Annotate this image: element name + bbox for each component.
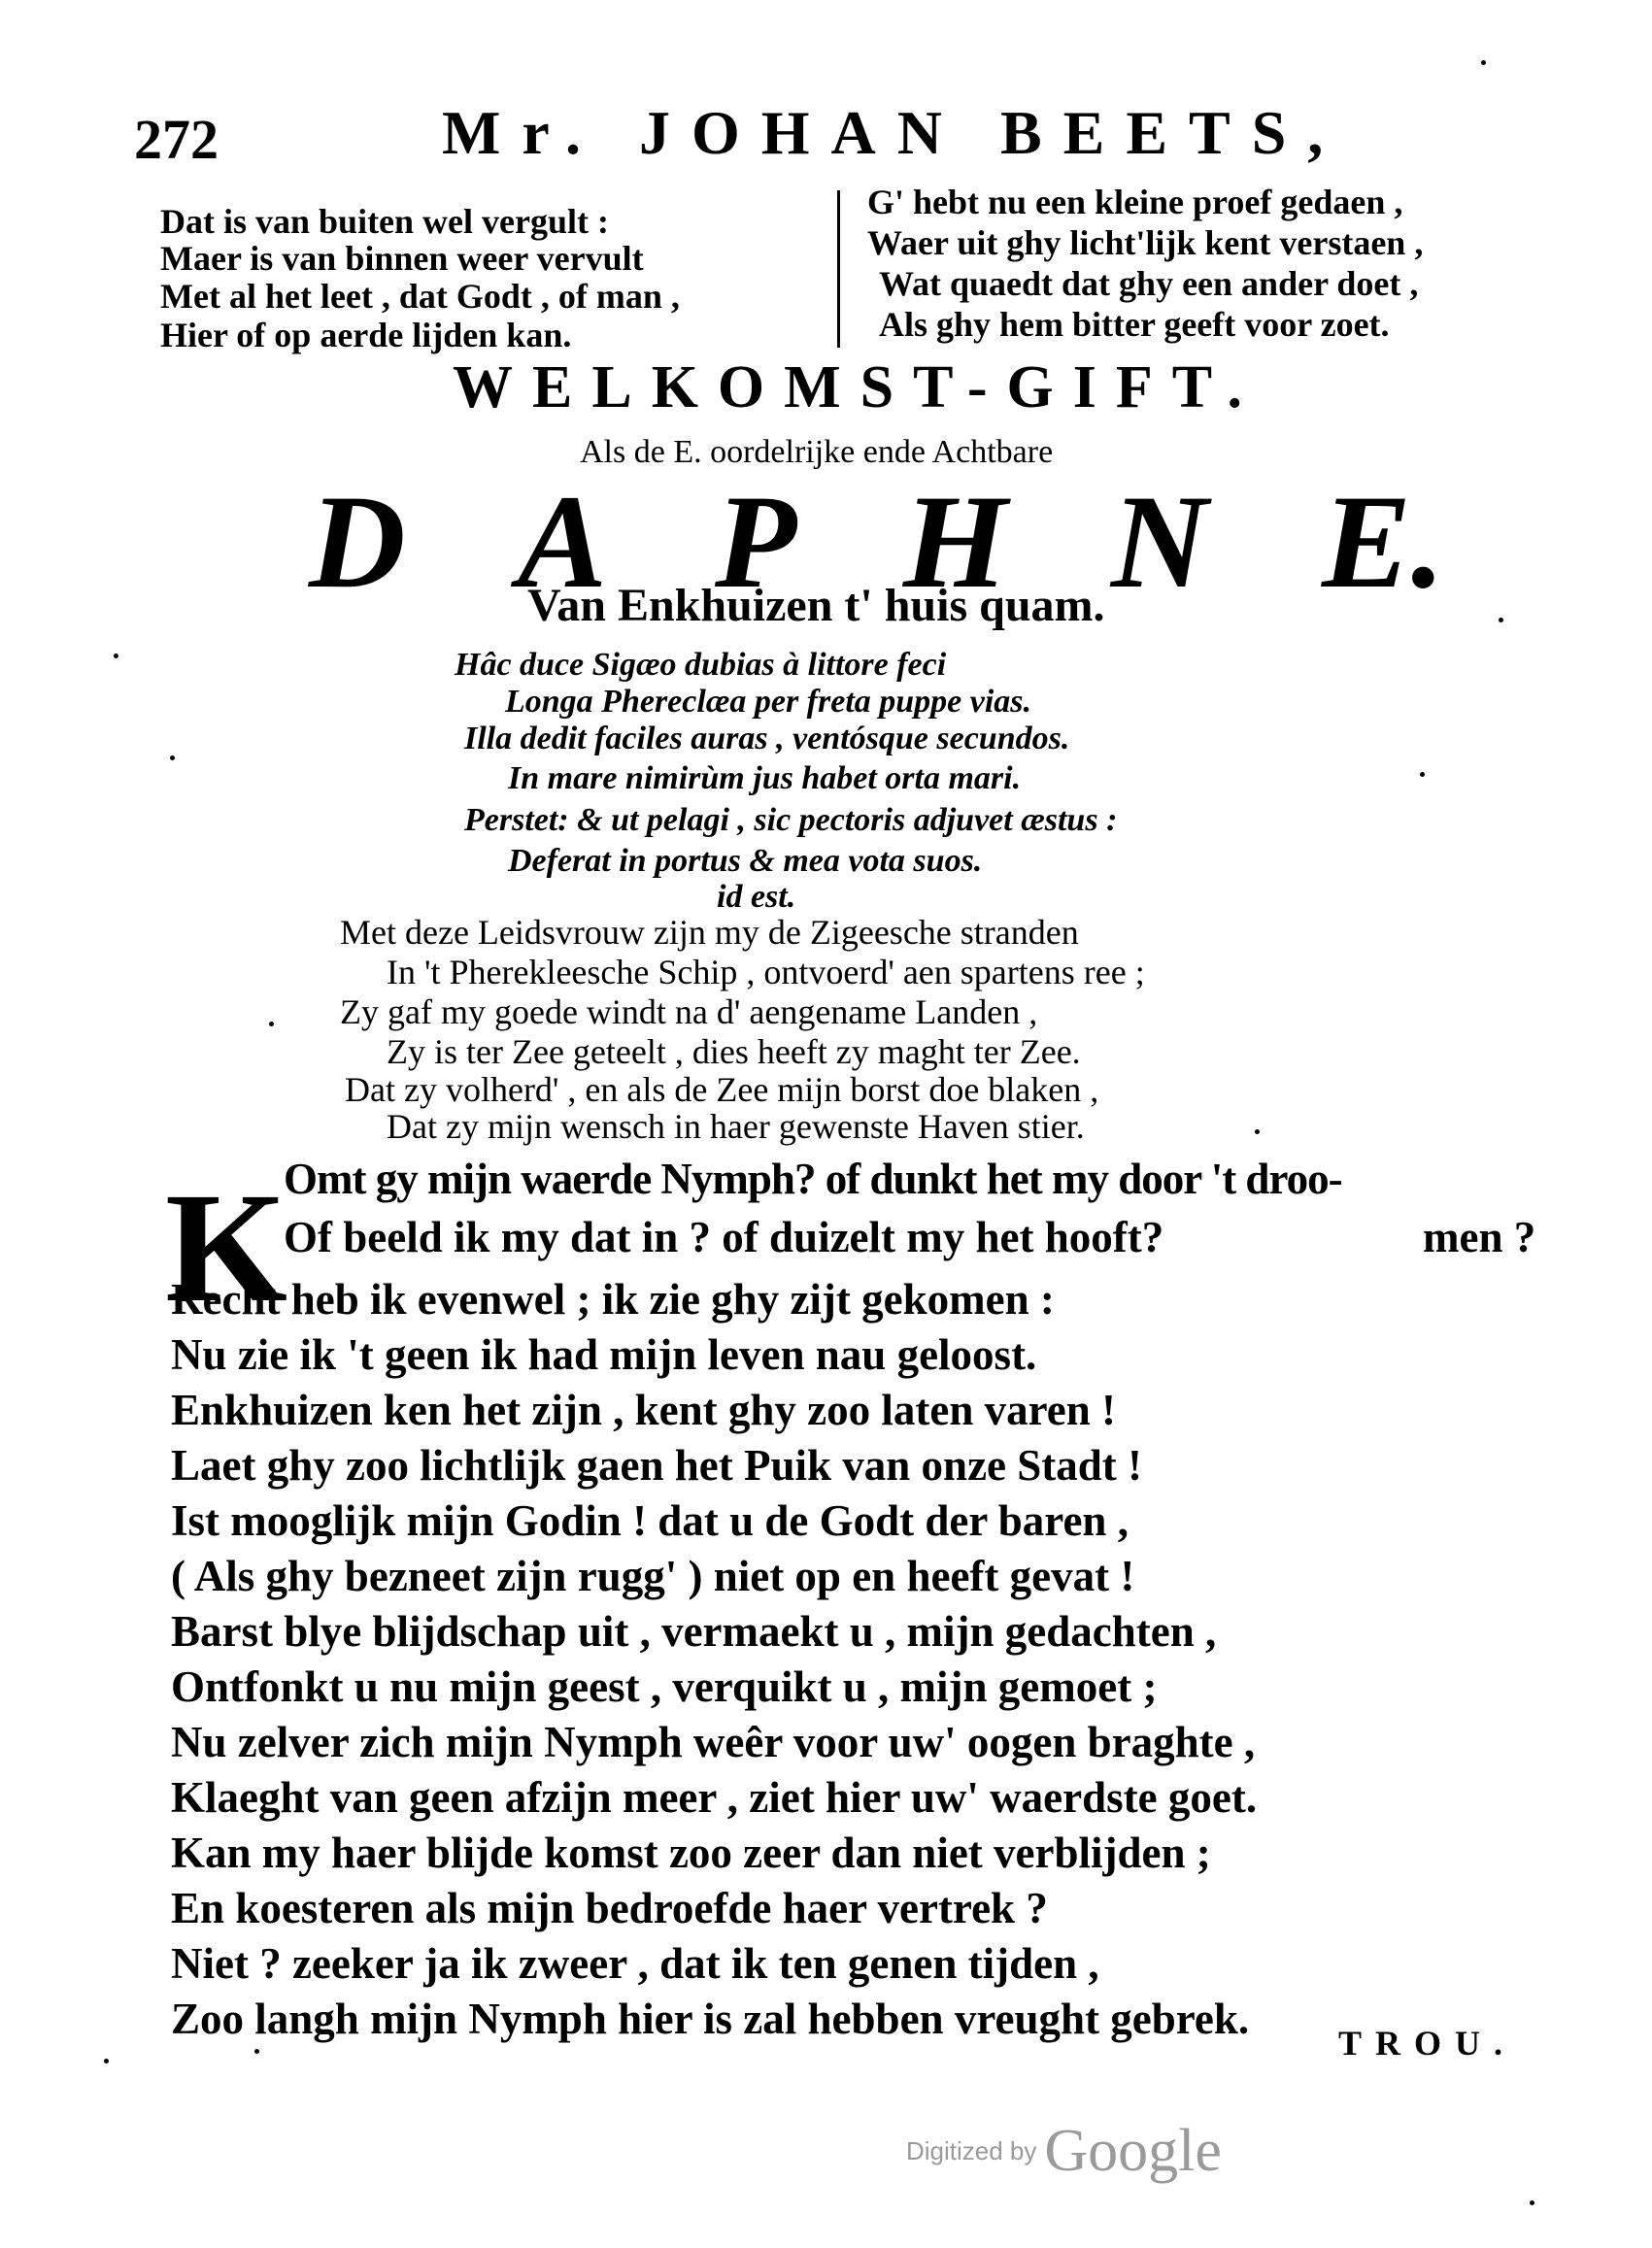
stanza-left-line: Dat is van buiten wel vergult : xyxy=(160,202,609,241)
stanza-right-line: Wat quaedt dat ghy een ander doet , xyxy=(879,264,1419,303)
occasion-line: Van Enkhuizen t' huis quam. xyxy=(527,580,1105,631)
latin-line: Longa Phereclæa per freta puppe vias. xyxy=(505,684,1032,720)
poem-line: Of beeld ik my dat in ? of duizelt my het hooft? xyxy=(284,1213,1164,1261)
name-letter: E. xyxy=(1322,467,1445,616)
latin-line: In mare nimirùm jus habet orta mari. xyxy=(508,760,1022,796)
section-title: WELKOMST-GIFT. xyxy=(453,354,1262,420)
column-divider xyxy=(837,190,840,348)
poem-line: Enkhuizen ken het zijn , kent ghy zoo laten varen ! xyxy=(171,1386,1116,1434)
scan-speck xyxy=(1481,60,1486,65)
poem-line: Klaeght van geen afzijn meer , ziet hier uw' waerdste goet. xyxy=(171,1773,1258,1822)
poem-line-turnover: men ? xyxy=(1423,1213,1536,1261)
stanza-left-line: Met al het leet , dat Godt , of man , xyxy=(160,277,680,316)
scan-speck xyxy=(1255,1129,1260,1134)
stanza-right-line: Waer uit ghy licht'lijk kent verstaen , xyxy=(867,223,1424,262)
latin-line: Hâc duce Sigæo dubias à littore feci xyxy=(455,647,947,683)
page-number: 272 xyxy=(134,108,219,171)
google-logo: Google xyxy=(1044,2118,1222,2184)
scan-speck xyxy=(170,755,175,760)
poem-line: Nu zelver zich mijn Nymph weêr voor uw' oogen braghte , xyxy=(171,1718,1256,1766)
name-letter: H xyxy=(903,467,1008,616)
scan-speck xyxy=(254,2049,259,2054)
translation-line: Met deze Leidsvrouw zijn my de Zigeesche stranden xyxy=(340,913,1079,952)
name-letter: D xyxy=(309,467,406,616)
id-est: id est. xyxy=(717,879,796,915)
scan-speck xyxy=(104,2059,109,2063)
drop-cap: K xyxy=(165,1161,288,1335)
scan-speck xyxy=(269,1022,274,1026)
translation-line: Zy is ter Zee geteelt , dies heeft zy maght ter Zee. xyxy=(387,1032,1081,1071)
poem-line: ( Als ghy bezneet zijn rugg' ) niet op en heeft gevat ! xyxy=(171,1552,1135,1600)
scan-speck xyxy=(1530,2200,1534,2205)
scan-speck xyxy=(114,654,118,658)
translation-line: Dat zy mijn wensch in haer gewenste Haven stier. xyxy=(387,1107,1085,1146)
poem-line: Omt gy mijn waerde Nymph? of dunkt het my door 't droo- xyxy=(284,1155,1342,1203)
running-head: Mr. JOHAN BEETS, xyxy=(442,98,1345,167)
scan-speck xyxy=(1499,618,1503,622)
poem-line: En koesteren als mijn bedroefde haer vertrek ? xyxy=(171,1884,1048,1932)
poem-line: Zoo langh mijn Nymph hier is zal hebben vreught gebrek. xyxy=(171,1995,1250,2043)
name-letter: P xyxy=(715,467,797,616)
poem-line: Ontfonkt u nu mijn geest , verquikt u , mijn gemoet ; xyxy=(171,1662,1158,1711)
poem-line: Barst blye blijdschap uit , vermaekt u , mijn gedachten , xyxy=(171,1607,1217,1656)
poem-line: Ist mooglijk mijn Godin ! dat u de Godt der baren , xyxy=(171,1496,1129,1545)
stanza-left-line: Maer is van binnen weer vervult xyxy=(160,239,644,278)
poem-line: Nu zie ik 't geen ik had mijn leven nau geloost. xyxy=(171,1330,1037,1379)
poem-line: Kan my haer blijde komst zoo zeer dan niet verblijden ; xyxy=(171,1829,1211,1877)
latin-line: Deferat in portus & mea vota suos. xyxy=(508,843,983,879)
stanza-right-line: Als ghy hem bitter geeft voor zoet. xyxy=(879,305,1390,344)
latin-line: Perstet: & ut pelagi , sic pectoris adjuvet æstus : xyxy=(464,802,1118,838)
poem-line: Niet ? zeeker ja ik zweer , dat ik ten genen tijden , xyxy=(171,1939,1099,1988)
translation-line: Dat zy volherd' , en als de Zee mijn borst doe blaken , xyxy=(345,1070,1099,1109)
digitized-by-text: Digitized by xyxy=(906,2136,1037,2165)
dedication-line: Als de E. oordelrijke ende Achtbare xyxy=(580,434,1054,470)
name-letter: A xyxy=(518,467,608,616)
translation-line: Zy gaf my goede windt na d' aengename Landen , xyxy=(340,992,1038,1031)
catchword: TROU. xyxy=(1338,2024,1517,2063)
translation-line: In 't Pherekleesche Schip , ontvoerd' aen spartens ree ; xyxy=(387,953,1145,991)
stanza-right-line: G' hebt nu een kleine proef gedaen , xyxy=(867,183,1403,221)
stanza-left-line: Hier of op aerde lijden kan. xyxy=(160,316,572,354)
digitization-watermark xyxy=(906,2117,1222,2186)
name-letter: N xyxy=(1111,467,1208,616)
poem-line: Recht heb ik evenwel ; ik zie ghy zijt gekomen : xyxy=(171,1275,1055,1324)
scan-speck xyxy=(1420,772,1425,777)
poem-line: Laet ghy zoo lichtlijk gaen het Puik van onze Stadt ! xyxy=(171,1441,1143,1490)
latin-line: Illa dedit faciles auras , ventósque secundos. xyxy=(464,721,1070,756)
